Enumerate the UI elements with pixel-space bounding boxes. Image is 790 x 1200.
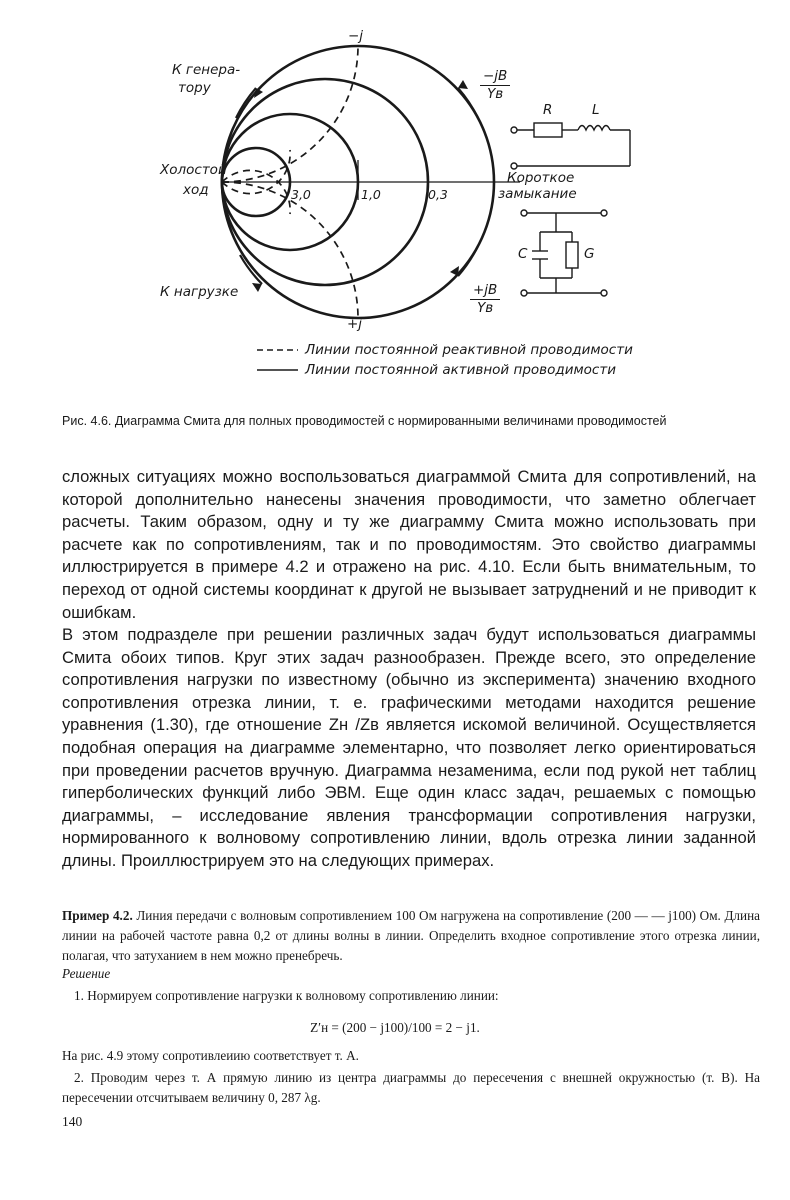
arrowhead-load xyxy=(252,283,262,292)
label-pos-jb-num: +jB xyxy=(470,282,500,300)
figure-caption: Рис. 4.6. Диаграмма Смита для полных проводимостей с нормированными величинами проводимостей xyxy=(62,414,667,428)
tick-label-3.0: 3,0 xyxy=(291,187,311,202)
label-pos-jb-den: Yв xyxy=(477,300,494,316)
legend-lines xyxy=(257,350,298,370)
example-text: Линия передачи с волновым сопротивлением 100 Ом нагружена на сопротивление (200 — — j100) Ом. Длина линии на рабочей частоте равна 0,2 от длины волны в линии. Определить входное сопротивление этого отрезка линии, полагая, что затуханием в нем можно пренебречь. xyxy=(62,908,760,963)
label-neg-jb-den: Yв xyxy=(487,86,504,102)
label-neg-j: −j xyxy=(348,28,364,44)
label-open-circuit-2: ход xyxy=(183,182,209,198)
arrowhead-pos-jb xyxy=(450,266,459,276)
solution-step-1b: На рис. 4.9 этому сопротивлеиию соответствует т. А. xyxy=(62,1048,359,1063)
arrowhead-neg-jb xyxy=(458,80,468,89)
label-C: C xyxy=(518,246,528,262)
label-to-generator-1: К генера- xyxy=(172,62,241,78)
solution-formula: Z′н = (200 − j100)/100 = 2 − j1. xyxy=(310,1020,480,1035)
label-L: L xyxy=(592,102,600,118)
label-pos-j: +j xyxy=(347,316,363,332)
solution-label: Решение xyxy=(62,966,111,981)
solution-step-1: 1. Нормируем сопротивление нагрузки к волновому сопротивлению линии: xyxy=(74,988,499,1003)
smith-chart-figure xyxy=(0,0,790,400)
page-number: 140 xyxy=(62,1114,83,1129)
label-G: G xyxy=(584,246,595,262)
label-R: R xyxy=(543,102,553,118)
label-neg-jb-frac xyxy=(480,68,510,103)
paragraph-1: сложных ситуациях можно воспользоваться диаграммой Смита для сопротивлений, на которой дополнительно нанесены значения проводимости, что заметно облегчает расчеты. Таким образом, одну и ту же диаграмму Смита можно использовать при расчете как по сопротивлениям, так и по проводимостям. Это свойство диаграммы иллюстрируется в примере 4.2 и отражено на рис. 4.10. Если быть внимательным, то переход от одной системы координат к другой не вызывает затруднений и не приводит к ошибкам. xyxy=(62,467,756,622)
series-rl-circuit xyxy=(511,123,630,169)
label-neg-jb-num: −jB xyxy=(480,68,510,86)
label-pos-jb-frac xyxy=(470,282,500,317)
solution-step-2: 2. Проводим через т. А прямую линию из центра диаграммы до пересечения с внешней окружностью (т. В). На пересечении отсчитываем величину 0, 287 λg. xyxy=(62,1070,760,1105)
label-open-circuit-1: Холостой xyxy=(160,162,227,178)
example-statement xyxy=(62,906,760,966)
legend-solid-text: Линии постоянной активной проводимости xyxy=(305,362,616,378)
example-heading: Пример 4.2. xyxy=(62,908,133,923)
label-short-circuit-2: замыкание xyxy=(498,186,577,202)
label-short-circuit-1: Короткое xyxy=(507,170,575,186)
label-to-generator-2: тору xyxy=(178,80,211,96)
paragraph-2: В этом подразделе при решении различных задач будут использоваться диаграммы Смита обоих типов. Круг этих задач разнообразен. Прежде всего, это определение сопротивления нагрузки по известному (обычно из эксперимента) значению входного сопротивления отрезка линии, т. е. графическими методами находится решение уравнения (1.30), где отношение Zн /Zв является искомой величиной. Осуществляется подобная операция на диаграмме элементарно, что позволяет легко ориентироваться при проведении расчетов вручную. Диаграмма незаменима, если под рукой нет таблиц гиперболических функций либо ЭВМ. Еще один класс задач, решаемых с помощью диаграммы, – исследование явления трансформации сопротивления нагрузки, нормированного к волновому сопротивлению линии, вдоль отрезка линии заданной длины. Проиллюстрируем это на следующих примерах. xyxy=(62,625,756,870)
label-to-load: К нагрузке xyxy=(160,284,239,300)
tick-label-1.0: 1,0 xyxy=(361,187,381,202)
legend-dashed-text: Линии постоянной реактивной проводимости xyxy=(305,342,633,358)
smith-chart-drawing xyxy=(0,0,790,400)
tick-label-0.3: 0,3 xyxy=(428,187,448,202)
